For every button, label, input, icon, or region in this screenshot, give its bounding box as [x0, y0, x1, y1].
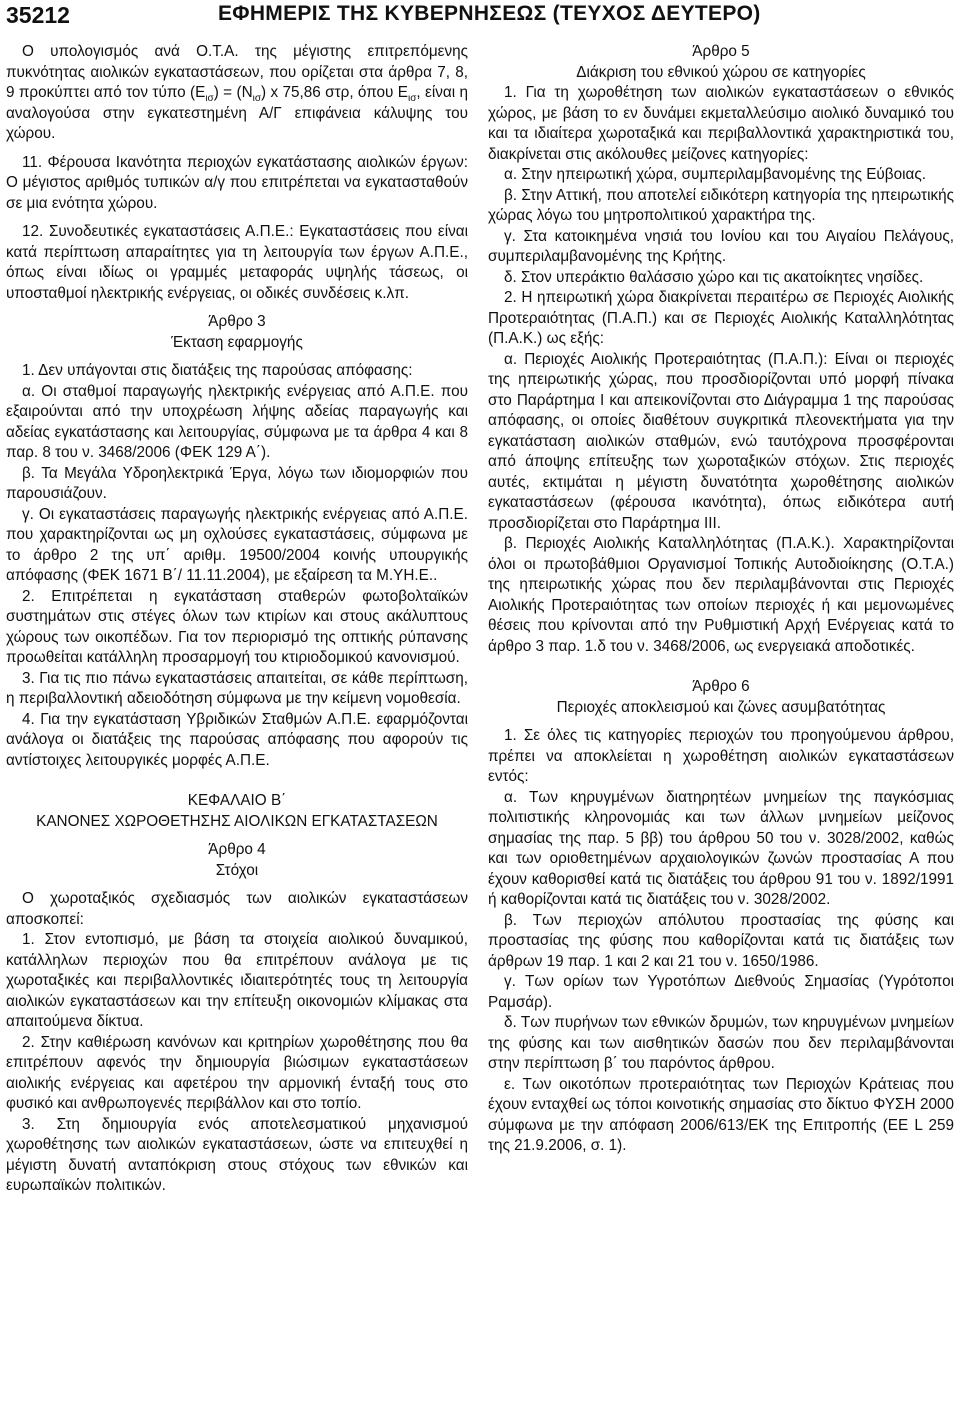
paragraph-calculation: Ο υπολογισμός ανά Ο.Τ.Α. της μέγιστης επιτρεπόμενης πυκνότητας αιολικών εγκαταστάσεων, που ορίζεται στα άρθρα 7, 8, 9 προκύπτει από τον τύπο $(E_{\iota\sigma}) = (N_{\iota\sigma})$ x 75,86 στρ, όπου $E_{\iota\sigma}$, είναι η αναλογούσα στην εγκατεστημένη Α/Γ επιφάνεια κάλυψης του χώρου. — [6, 43, 468, 142]
article-6-title: Άρθρο 6 — [692, 678, 750, 695]
article-3-title: Άρθρο 3 — [208, 313, 266, 330]
article-5-para-1c: γ. Στα κατοικημένα νησιά του Ιονίου και του Αιγαίου Πελάγους, συμπεριλαμβανομένης της Κρήτης. — [488, 227, 954, 265]
article-3-para-1: 1. Δεν υπάγονται στις διατάξεις της παρούσας απόφασης: — [22, 362, 413, 379]
definition-12: 12. Συνοδευτικές εγκαταστάσεις Α.Π.Ε.: Εγκαταστάσεις που είναι κατά περίπτωση απαραίτητες για τη λειτουργία των έργων Α.Π.Ε., όπως είναι ιδίως οι γραμμές μεταφοράς υψηλής τάσεως, οι υποσταθμοί ηλεκτρικής ενέργειας, οι οδικές συνδέσεις κ.λπ. — [6, 223, 468, 302]
article-4-subtitle: Στόχοι — [215, 861, 259, 879]
article-4-title: Άρθρο 4 — [208, 841, 266, 858]
chapter-title: ΚΑΝΟΝΕΣ ΧΩΡΟΘΕΤΗΣΗΣ ΑΙΟΛΙΚΩΝ ΕΓΚΑΤΑΣΤΑΣΕΩΝ — [36, 812, 438, 830]
article-5-para-2b: β. Περιοχές Αιολικής Καταλληλότητας (Π.Α.Κ.). Χαρακτηρίζονται όλοι οι πρωτοβάθμιοι Οργανισμοί Τοπικής Αυτοδιοίκησης (Ο.Τ.Α.) της ηπειρωτικής χώρας που δεν περιλαμβάνονται στις Περιοχές Αιολικής Προτεραιότητας των οποίων περιοχές ή και μεμονωμένες θέσεις που κρίνονται από την Ρυθμιστική Αρχή Ενέργειας κατά το άρθρο 3 παρ. 1.δ του ν. 3468/2006, ως ενεργειακά αποδοτικές. — [488, 535, 954, 655]
article-5-para-1: 1. Για τη χωροθέτηση των αιολικών εγκαταστάσεων ο εθνικός χώρος, με βάση το εν δυνάμει εκμεταλλεύσιμο αιολικό δυναμικό του και τα ιδιαίτερα χωροταξικά και περιβαλλοντικά χαρακτηριστικά του, διακρίνεται στις ακόλουθες μείζονες κατηγορίες: — [488, 84, 954, 163]
article-6-para-1d: δ. Των πυρήνων των εθνικών δρυμών, των κηρυγμένων μνημείων της φύσης και των αισθητικών δασών που δεν περιλαμβάνονται στην περίπτωση β΄ του παρόντος άρθρου. — [488, 1014, 954, 1072]
article-3-para-1c: γ. Οι εγκαταστάσεις παραγωγής ηλεκτρικής ενέργειας από Α.Π.Ε. που χαρακτηρίζονται ως μη οχλούσες εγκαταστάσεις, σύμφωνα με το άρθρο 2 της υπ΄ αριθμ. 19500/2004 κοινής υπουργικής απόφασης (ΦΕΚ 1671 Β΄/ 11.11.2004), με εξαίρεση τα Μ.ΥΗ.Ε.. — [6, 505, 468, 584]
article-4-para-1: 1. Στον εντοπισμό, με βάση τα στοιχεία αιολικού δυναμικού, κατάλληλων περιοχών που θα επιτρέπουν ανάλογα με τις χωροταξικές και περιβαλλοντικές ιδιαιτερότητές τους τη λειτουργία αιολικών εγκαταστάσεων και την επίτευξη οικονομιών κλίμακας στα απαιτούμενα δίκτυα. — [6, 931, 468, 1030]
article-4-para-2: 2. Στην καθιέρωση κανόνων και κριτηρίων χωροθέτησης που θα επιτρέπουν αφενός την δημιουργία βιώσιμων εγκαταστάσεων αιολικής ενέργειας και αφετέρου την αρμονική ένταξή τους στο φυσικό και ανθρωπογενές περιβάλλον και στο τοπίο. — [6, 1033, 468, 1112]
article-5-para-1d: δ. Στον υπεράκτιο θαλάσσιο χώρο και τις ακατοίκητες νησίδες. — [504, 268, 924, 286]
article-5-para-2a: α. Περιοχές Αιολικής Προτεραιότητας (Π.Α.Π.): Είναι οι περιοχές της ηπειρωτικής χώρας, που προσδιορίζονται υπό μορφή πίνακα στο Παράρτημα Ι και απεικονίζονται στο Διάγραμμα 1 της παρούσας απόφασης, οι οποίες διαθέτουν συγκριτικά πλεονεκτήματα για την εγκατάσταση αιολικών σταθμών, ενώ ταυτόχρονα προσφέρονται από άποψης επίτευξης των χωροταξικών στόχων. Στις περιοχές αυτές, εκτιμάται η μέγιστη δυνατότητα χωροθέτησης αιολικών εγκαταστάσεων (φέρουσα ικανότητα), όπως ειδικότερα αυτή προσδιορίζεται στο Παράρτημα ΙΙΙ. — [488, 350, 954, 532]
article-3-para-4: 4. Για την εγκατάσταση Υβριδικών Σταθμών Α.Π.Ε. εφαρμόζονται ανάλογα οι διατάξεις της παρούσας απόφασης που αφορούν τις αντίστοιχες λειτουργικές μορφές Α.Π.Ε. — [6, 710, 468, 769]
definition-11: 11. Φέρουσα Ικανότητα περιοχών εγκατάστασης αιολικών έργων: Ο μέγιστος αριθμός τυπικών α/γ που επιτρέπεται να εγκατασταθούν σε μια ενότητα χώρου. — [6, 153, 468, 212]
gazette-title: ΕΦΗΜΕΡΙΣ ΤΗΣ ΚΥΒΕΡΝΗΣΕΩΣ (ΤΕΥΧΟΣ ΔΕΥΤΕΡΟ) — [218, 2, 761, 25]
article-4-para-3: 3. Στη δημιουργία ενός αποτελεσματικού μηχανισμού χωροθέτησης των αιολικών εγκαταστάσεων, ώστε να επιτευχθεί η μέγιστη δυνατή ανταπόκριση στους στόχους των εθνικών και ευρωπαϊκών πολιτικών. — [6, 1115, 468, 1194]
right-column — [488, 42, 954, 1157]
article-3-para-3: 3. Για τις πιο πάνω εγκαταστάσεις απαιτείται, σε κάθε περίπτωση, η περιβαλλοντική αδειοδότηση σύμφωνα με την κείμενη νομοθεσία. — [6, 669, 468, 707]
article-5-para-1b: β. Στην Αττική, που αποτελεί ειδικότερη κατηγορία της ηπειρωτικής χώρας λόγω του μητροπολιτικού χαρακτήρα της. — [488, 186, 954, 224]
article-5-para-2: 2. Η ηπειρωτική χώρα διακρίνεται περαιτέρω σε Περιοχές Αιολικής Προτεραιότητας (Π.Α.Π.) και σε Περιοχές Αιολικής Καταλληλότητας (Π.Α.Κ.) ως εξής: — [488, 289, 954, 347]
article-6-para-1e: ε. Των οικοτόπων προτεραιότητας των Περιοχών Κράτειας που έχουν ενταχθεί ως τόποι κοινοτικής σημασίας στο δίκτυο ΦΥΣΗ 2000 σύμφωνα με την απόφαση 2006/613/ΕΚ της Επιτροπής (ΕΕ L 259 της 21.9.2006, σ. 1). — [488, 1075, 954, 1154]
article-6-para-1: 1. Σε όλες τις κατηγορίες περιοχών του προηγούμενου άρθρου, πρέπει να αποκλείεται η χωροθέτηση αιολικών εγκαταστάσεων εντός: — [488, 727, 954, 785]
article-5-para-1a: α. Στην ηπειρωτική χώρα, συμπεριλαμβανομένης της Εύβοιας. — [504, 166, 926, 183]
article-5-subtitle: Διάκριση του εθνικού χώρου σε κατηγορίες — [576, 63, 866, 81]
article-3-subtitle: Έκταση εφαρμογής — [171, 333, 303, 351]
left-column — [6, 42, 468, 1197]
page-number: 35212 — [6, 2, 70, 28]
article-6-subtitle: Περιοχές αποκλεισμού και ζώνες ασυμβατότητας — [556, 698, 886, 716]
article-6-para-1a: α. Των κηρυγμένων διατηρητέων μνημείων της παγκόσμιας πολιτιστικής κληρονομιάς και των άλλων μνημείων μείζονος σημασίας της παρ. 5 ββ) του άρθρου 50 του ν. 3028/2002, καθώς και των οριοθετημένων αρχαιολογικών ζωνών προστασίας Α που έχουν καθορισθεί κατά τις διατάξεις του άρθρου 91 του ν. 1892/1991 ή καθορίζονται κατά τις διατάξεις του ν. 3028/2002. — [488, 788, 954, 908]
article-6-para-1c: γ. Των ορίων των Υγροτόπων Διεθνούς Σημασίας (Υγρότοποι Ραμσάρ). — [488, 973, 954, 1011]
article-3-para-1b: β. Τα Μεγάλα Υδροηλεκτρικά Έργα, λόγω των ιδιομορφιών που παρουσιάζουν. — [6, 464, 468, 502]
article-6-para-1b: β. Των περιοχών απόλυτου προστασίας της φύσης και προστασίας της φύσης που καθορίζονται κατά τις διατάξεις των άρθρων 19 παρ. 1 και 2 και 21 του ν. 1650/1986. — [488, 911, 954, 970]
chapter-label: ΚΕΦΑΛΑΙΟ Β΄ — [187, 792, 287, 809]
article-3-para-1a: α. Οι σταθμοί παραγωγής ηλεκτρικής ενέργειας από Α.Π.Ε. που εξαιρούνται από την υποχρέωση λήψης αδείας παραγωγής και αδείας εγκατάστασης και λειτουργίας, σύμφωνα με τα άρθρα 4 και 8 παρ. 8 του ν. 3468/2006 (ΦΕΚ 129 Α΄). — [6, 382, 468, 461]
page-header — [0, 0, 960, 40]
article-5-title: Άρθρο 5 — [692, 43, 750, 60]
article-4-intro: Ο χωροταξικός σχεδιασμός των αιολικών εγκαταστάσεων αποσκοπεί: — [6, 890, 468, 928]
article-3-para-2: 2. Επιτρέπεται η εγκατάσταση σταθερών φωτοβολταϊκών συστημάτων στις στέγες όλων των κτιρίων και στους ακάλυπτους χώρους των οικοπέδων. Για τον περιορισμό της οπτικής ρύπανσης προωθείται κατάλληλη προσαρμογή του κτιριοδομικού κανονισμού. — [6, 587, 468, 666]
